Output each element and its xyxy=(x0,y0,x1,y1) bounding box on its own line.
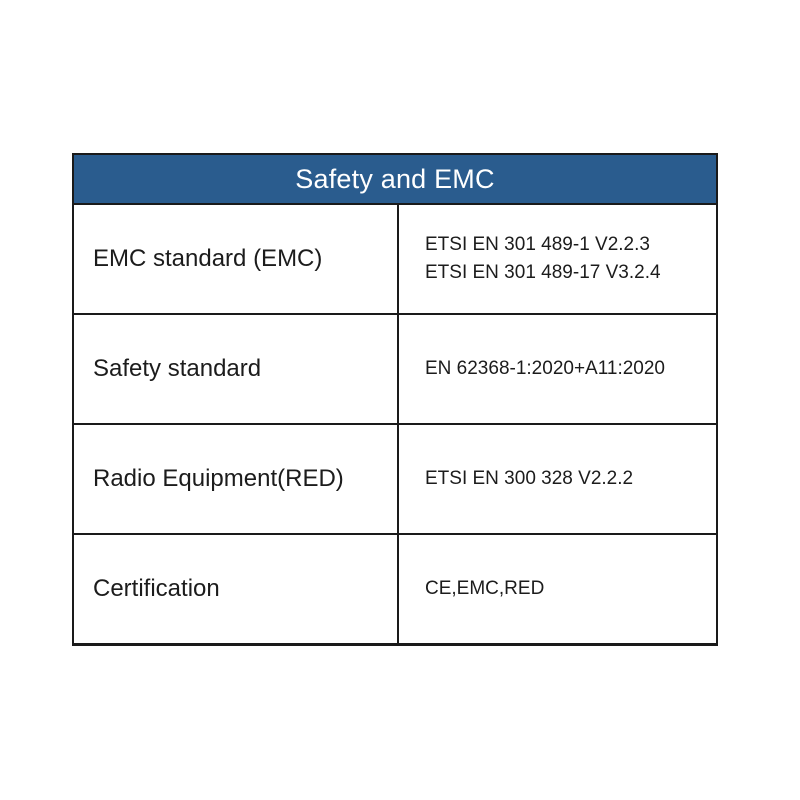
table-row-certification xyxy=(74,533,716,643)
table-row-radio-equipment xyxy=(74,423,716,533)
row-label-safety-standard: Safety standard xyxy=(74,315,399,423)
value-line: EN 62368-1:2020+A11:2020 xyxy=(425,358,665,379)
value-line: CE,EMC,RED xyxy=(425,578,545,599)
safety-emc-table xyxy=(72,153,718,646)
row-label-radio-equipment: Radio Equipment(RED) xyxy=(74,425,399,533)
row-value-radio-equipment xyxy=(399,425,716,533)
value-line: ETSI EN 301 489-17 V3.2.4 xyxy=(425,262,661,283)
value-line: ETSI EN 301 489-1 V2.2.3 xyxy=(425,234,650,255)
value-line: ETSI EN 300 328 V2.2.2 xyxy=(425,468,634,489)
row-label-emc-standard: EMC standard (EMC) xyxy=(74,205,399,313)
row-value-emc-standard xyxy=(399,205,716,313)
table-row-safety-standard xyxy=(74,313,716,423)
table-row-emc-standard xyxy=(74,203,716,313)
row-label-certification: Certification xyxy=(74,535,399,643)
row-value-safety-standard xyxy=(399,315,716,423)
row-value-certification xyxy=(399,535,716,643)
table-title: Safety and EMC xyxy=(74,155,716,203)
